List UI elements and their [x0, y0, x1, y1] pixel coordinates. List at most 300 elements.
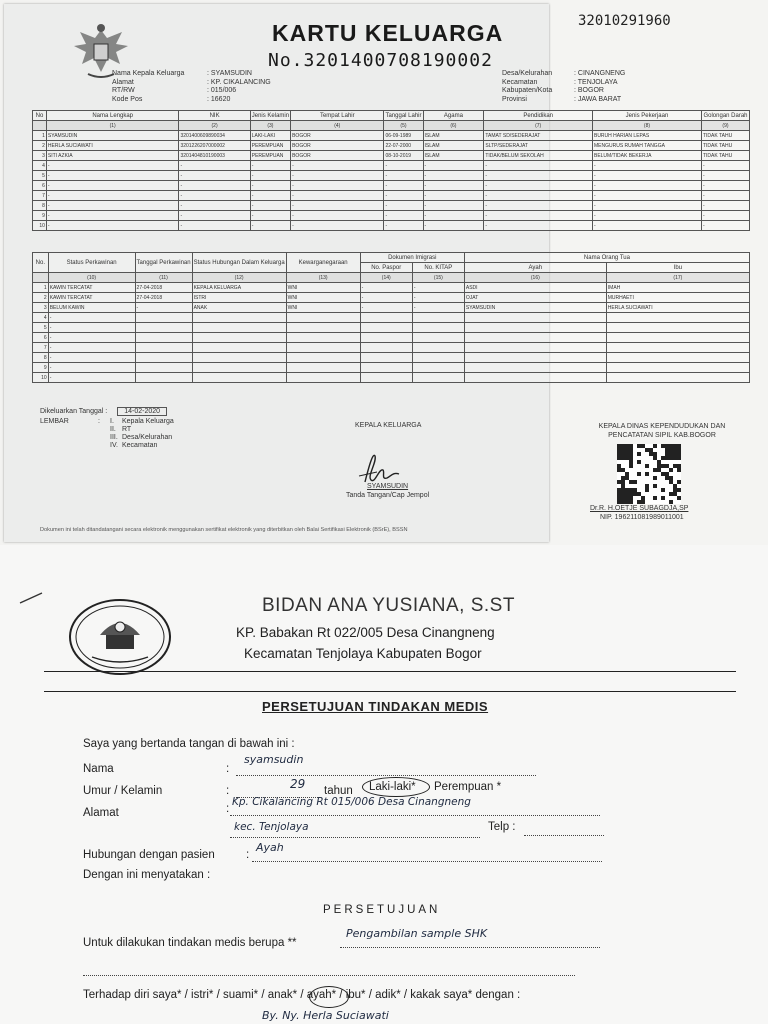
table-cell: 8	[33, 353, 49, 363]
phone-label: Telp :	[488, 821, 516, 833]
table-cell: 4	[33, 313, 49, 323]
table-cell: 10	[33, 221, 47, 231]
table-cell: -	[46, 191, 179, 201]
table-cell: IMAH	[606, 283, 749, 293]
col-header: Jenis Kelamin	[251, 112, 290, 119]
table-cell: -	[179, 191, 250, 201]
table-row	[33, 343, 750, 353]
lembar-label: LEMBAR	[40, 418, 69, 425]
table-cell: -	[592, 181, 701, 191]
header-label: Kode Pos	[112, 95, 143, 103]
table-cell: SYAMSUDIN	[464, 303, 606, 313]
midwife-association-logo-icon	[66, 597, 174, 677]
table-cell: 9	[33, 363, 49, 373]
table-cell: ISLAM	[423, 131, 484, 141]
table-cell	[464, 333, 606, 343]
table-cell	[286, 343, 360, 353]
table-cell: -	[592, 201, 701, 211]
relationship-label: Hubungan dengan pasien	[83, 849, 215, 861]
form-intro: Saya yang bertanda tangan di bawah ini :	[83, 738, 295, 750]
table-cell: -	[179, 161, 250, 171]
table-row	[33, 161, 750, 171]
table-cell	[192, 323, 286, 333]
table-cell: WNI	[286, 293, 360, 303]
table-cell	[192, 353, 286, 363]
table-cell: -	[701, 211, 749, 221]
col-number: (11)	[135, 273, 192, 283]
table-cell	[286, 373, 360, 383]
procedure-field-line	[340, 947, 600, 948]
table-cell: ISLAM	[423, 151, 484, 161]
name-colon: :	[226, 763, 230, 775]
col-header: No.	[33, 253, 49, 273]
consent-heading: PERSETUJUAN	[323, 904, 441, 916]
table-row	[33, 131, 750, 141]
sheet-distribution	[40, 418, 174, 450]
table-cell: -	[250, 201, 290, 211]
table-cell: -	[592, 221, 701, 231]
header-rule-2	[44, 691, 736, 692]
table-row	[33, 141, 750, 151]
table-cell: 3201404810190003	[179, 151, 250, 161]
address-colon: :	[226, 803, 230, 815]
table-cell	[286, 363, 360, 373]
table-cell: WNI	[286, 283, 360, 293]
table-cell: OJAT	[464, 293, 606, 303]
col-number: (16)	[464, 273, 606, 283]
table-cell	[286, 353, 360, 363]
header-label: Desa/Kelurahan	[502, 70, 553, 77]
table-cell: -	[135, 303, 192, 313]
col-number: (1)	[46, 121, 179, 131]
table-cell: -	[360, 303, 412, 313]
table-cell	[135, 343, 192, 353]
name-field-line	[236, 775, 536, 776]
table-cell: 1	[33, 283, 49, 293]
table-row	[33, 313, 750, 323]
table-row	[33, 323, 750, 333]
table-cell	[464, 353, 606, 363]
col-header: Status Hubungan Dalam Keluarga	[192, 253, 286, 273]
table-cell: -	[423, 221, 484, 231]
table-cell: -	[48, 333, 135, 343]
table-cell: 3201226207000002	[179, 141, 250, 151]
table-cell: -	[423, 171, 484, 181]
table-cell	[412, 323, 464, 333]
table-cell	[606, 313, 749, 323]
header-value: : BOGOR	[574, 87, 604, 94]
issued-date: 14-02-2020	[117, 407, 167, 416]
header-label: Nama Kepala Keluarga	[112, 70, 185, 77]
clinic-name: BIDAN ANA YUSIANA, S.ST	[262, 595, 515, 616]
address-value-line2: kec. Tenjolaya	[234, 821, 309, 833]
table-cell	[412, 343, 464, 353]
table-cell: TIDAK TAHU	[701, 141, 749, 151]
lembar-item: RT	[122, 426, 132, 433]
table-cell: ASDI	[464, 283, 606, 293]
table-cell: -	[701, 181, 749, 191]
table-cell: -	[250, 161, 290, 171]
table-cell: SLTP/SEDERAJAT	[484, 141, 593, 151]
gender-female-option: Perempuan *	[434, 781, 502, 793]
table-cell: 2	[33, 293, 49, 303]
table-cell: PEREMPUAN	[250, 151, 290, 161]
medical-consent-document	[0, 545, 768, 1024]
table-cell	[360, 343, 412, 353]
table-cell: -	[592, 211, 701, 221]
table-cell: BOGOR	[291, 131, 384, 141]
table-cell: HERLA SUCIAWATI	[606, 303, 749, 313]
table-cell: SITI AZKIA	[46, 151, 179, 161]
table-cell	[412, 363, 464, 373]
signer-name: SYAMSUDIN	[367, 483, 409, 490]
corner-number: 32010291960	[578, 13, 671, 29]
table-cell: BELUM KAWIN	[48, 303, 135, 313]
lembar-num: I.	[110, 418, 114, 425]
table-cell	[606, 343, 749, 353]
table-cell	[360, 313, 412, 323]
lembar-num: IV.	[110, 442, 118, 449]
header-label: Provinsi	[502, 95, 527, 103]
table-cell	[286, 333, 360, 343]
issued-date-line	[40, 408, 167, 416]
table-cell: -	[423, 191, 484, 201]
table-cell	[192, 313, 286, 323]
table-cell: BOGOR	[291, 141, 384, 151]
form-title: PERSETUJUAN TINDAKAN MEDIS	[262, 699, 489, 714]
col-number: (3)	[250, 121, 290, 131]
pen-mark-icon	[18, 587, 48, 607]
table-row	[33, 221, 750, 231]
table-cell	[135, 363, 192, 373]
table-cell	[135, 353, 192, 363]
table-cell: -	[592, 161, 701, 171]
procedure-label: Untuk dilakukan tindakan medis berupa **	[83, 937, 297, 949]
table-cell: -	[484, 191, 593, 201]
table-cell	[606, 323, 749, 333]
card-title: KARTU KELUARGA	[272, 20, 504, 46]
table-cell	[135, 333, 192, 343]
table-cell: 3201400609890034	[179, 131, 250, 141]
procedure-value: Pengambilan sample SHK	[346, 927, 488, 940]
table-cell	[464, 363, 606, 373]
table-row	[33, 333, 750, 343]
clinic-address-line1: KP. Babakan Rt 022/005 Desa Cinangneng	[236, 625, 495, 640]
table-cell	[606, 353, 749, 363]
table-cell: -	[291, 161, 384, 171]
table-cell: ANAK	[192, 303, 286, 313]
col-number: (13)	[286, 273, 360, 283]
table-cell: 9	[33, 211, 47, 221]
col-header: Dokumen Imigrasi	[360, 253, 464, 263]
table-cell	[412, 373, 464, 383]
table-cell	[192, 373, 286, 383]
table-cell: -	[48, 343, 135, 353]
header-right	[502, 70, 625, 104]
official-nip: NIP. 196211081989011001	[600, 514, 684, 521]
table-cell	[135, 313, 192, 323]
table-cell: 7	[33, 191, 47, 201]
table-cell: -	[701, 191, 749, 201]
table-cell: 3	[33, 151, 47, 161]
table-cell: TIDAK TAHU	[701, 151, 749, 161]
table-cell: -	[484, 181, 593, 191]
table-cell: ISLAM	[423, 141, 484, 151]
col-header: Kewarganegaraan	[286, 253, 360, 273]
table-row	[33, 283, 750, 293]
table-cell: -	[250, 221, 290, 231]
col-subheader: Ibu	[606, 263, 749, 273]
relationship-field-line	[252, 861, 602, 862]
col-header: Golongan Darah	[703, 112, 748, 119]
table-cell: -	[250, 171, 290, 181]
header-value: : CINANGNENG	[574, 70, 626, 77]
col-number: (6)	[423, 121, 484, 131]
table-cell: -	[484, 171, 593, 181]
table-cell: -	[179, 181, 250, 191]
issued-label: Dikeluarkan Tanggal :	[40, 408, 108, 415]
table-cell: TIDAK/BELUM SEKOLAH	[484, 151, 593, 161]
patient-relation-line: Terhadap diri saya* / istri* / suami* / anak* / ayah* / ibu* / adik* / kakak saya* dengan :	[83, 989, 521, 1001]
table-row	[33, 151, 750, 161]
col-header: NIK	[179, 111, 250, 121]
table-cell: -	[592, 191, 701, 201]
agency-head-title	[572, 422, 752, 440]
phone-field-line	[524, 835, 604, 836]
table-cell: -	[48, 313, 135, 323]
table-cell: 27-04-2018	[135, 283, 192, 293]
lembar-num: II.	[110, 426, 116, 433]
table-cell: -	[48, 373, 135, 383]
col-number: (10)	[48, 273, 135, 283]
table-cell	[360, 373, 412, 383]
head-of-family-label: KEPALA KELUARGA	[355, 422, 422, 429]
table-cell: -	[484, 211, 593, 221]
table-cell: -	[384, 221, 423, 231]
table-row	[33, 191, 750, 201]
table-cell	[360, 353, 412, 363]
col-number: (9)	[701, 121, 749, 131]
table-cell: -	[701, 221, 749, 231]
col-number: (12)	[192, 273, 286, 283]
electronic-signature-note: Dokumen ini telah ditandatangani secara elektronik menggunakan sertifikat elektronik yang diterbitkan oleh Balai Sertifikasi Elektronik (BSrE), BSSN	[40, 527, 408, 533]
table-cell: -	[291, 201, 384, 211]
table-cell: 8	[33, 201, 47, 211]
years-label: tahun	[324, 785, 353, 797]
table-cell: -	[179, 201, 250, 211]
table-cell: -	[291, 171, 384, 181]
lembar-colon: :	[98, 418, 100, 425]
table-cell: HERLA SUCIAWATI	[46, 141, 179, 151]
col-header: Jenis Pekerjaan	[592, 111, 701, 121]
table-cell: WNI	[286, 303, 360, 313]
col-header: Tanggal Lahir	[385, 112, 422, 119]
table-cell	[464, 313, 606, 323]
table-cell: MENGURUS RUMAH TANGGA	[592, 141, 701, 151]
table-cell: 2	[33, 141, 47, 151]
table-cell	[464, 373, 606, 383]
col-number: (15)	[412, 273, 464, 283]
header-value: : 015/006	[207, 87, 237, 94]
table-cell: 27-04-2018	[135, 293, 192, 303]
table-cell: -	[48, 363, 135, 373]
table-cell: -	[46, 211, 179, 221]
col-number: (4)	[291, 121, 384, 131]
name-value: syamsudin	[244, 753, 304, 766]
col-header: Nama Lengkap	[46, 111, 179, 121]
table-cell: -	[384, 201, 423, 211]
col-header: Status Perkawinan	[48, 253, 135, 273]
agency-line1: KEPALA DINAS KEPENDUDUKAN DAN	[598, 423, 726, 430]
lembar-item: Desa/Kelurahan	[122, 434, 173, 441]
table-row	[33, 353, 750, 363]
table-cell: KAWIN TERCATAT	[48, 283, 135, 293]
age-gender-label: Umur / Kelamin	[83, 785, 163, 797]
col-subheader: No. Paspor	[360, 263, 412, 273]
table-cell: -	[48, 353, 135, 363]
table-cell: BURUH HARIAN LEPAS	[592, 131, 701, 141]
header-value: : JAWA BARAT	[574, 95, 622, 103]
table-cell: 7	[33, 343, 49, 353]
table-cell: -	[423, 211, 484, 221]
table-cell: -	[291, 191, 384, 201]
col-subheader: Ayah	[464, 263, 606, 273]
header-value: : TENJOLAYA	[574, 78, 618, 86]
age-colon: :	[226, 785, 230, 797]
table-cell: BOGOR	[291, 151, 384, 161]
header-left	[112, 70, 271, 104]
col-number: (8)	[592, 121, 701, 131]
col-header: Agama	[423, 111, 484, 121]
table-cell: 5	[33, 323, 49, 333]
table-cell: -	[592, 171, 701, 181]
table-cell	[412, 313, 464, 323]
header-value: : KP. CIKALANCING	[207, 78, 271, 86]
table-cell: -	[701, 171, 749, 181]
header-label: Kabupaten/Kota	[502, 87, 553, 94]
table-cell: -	[701, 201, 749, 211]
table-cell: -	[291, 181, 384, 191]
table-row	[33, 363, 750, 373]
col-subheader: No. KITAP	[412, 263, 464, 273]
table-cell: -	[484, 221, 593, 231]
relationship-colon: :	[246, 849, 250, 861]
table-cell: -	[179, 171, 250, 181]
table-cell: -	[46, 161, 179, 171]
header-label: Kecamatan	[502, 78, 538, 86]
table-cell: -	[384, 181, 423, 191]
procedure-field-line-2	[83, 975, 575, 976]
table-cell: PEREMPUAN	[250, 141, 290, 151]
table-cell: -	[423, 181, 484, 191]
agency-line2: PENCATATAN SIPIL KAB.BOGOR	[608, 432, 716, 439]
table-cell	[360, 333, 412, 343]
table-cell: 4	[33, 161, 47, 171]
table-cell: 1	[33, 131, 47, 141]
clinic-address-line2: Kecamatan Tenjolaya Kabupaten Bogor	[244, 646, 482, 661]
col-header: No	[33, 111, 47, 121]
lembar-num: III.	[110, 434, 118, 441]
table-cell: 5	[33, 171, 47, 181]
lembar-item: Kepala Keluarga	[122, 418, 174, 425]
table-cell: LAKI-LAKI	[250, 131, 290, 141]
statement-label: Dengan ini menyatakan :	[83, 869, 211, 881]
table-cell	[192, 363, 286, 373]
table-cell	[360, 363, 412, 373]
patient-name-value: By. Ny. Herla Suciawati	[262, 1009, 389, 1022]
header-rule	[44, 671, 736, 672]
table-cell: -	[384, 161, 423, 171]
table-cell	[606, 363, 749, 373]
table-cell: -	[423, 161, 484, 171]
table-cell: TAMAT SD/SEDERAJAT	[484, 131, 593, 141]
table-cell: -	[250, 211, 290, 221]
col-number	[33, 121, 47, 131]
table-cell: -	[484, 201, 593, 211]
family-members-table	[32, 110, 750, 231]
table-cell: 3	[33, 303, 49, 313]
table-cell: -	[412, 283, 464, 293]
table-cell: -	[291, 221, 384, 231]
table-row	[33, 181, 750, 191]
table-cell: -	[46, 221, 179, 231]
table-cell: -	[423, 201, 484, 211]
col-number: (5)	[384, 121, 423, 131]
sign-caption: Tanda Tangan/Cap Jempol	[346, 492, 430, 499]
table-cell: -	[46, 201, 179, 211]
table-cell: 06-09-1989	[384, 131, 423, 141]
col-header: Nama Orang Tua	[464, 253, 749, 263]
col-number: (14)	[360, 273, 412, 283]
table-cell	[606, 373, 749, 383]
table-cell	[135, 323, 192, 333]
table-cell	[192, 333, 286, 343]
address-field-line-2	[230, 837, 480, 838]
relation-selection-circle	[309, 986, 349, 1008]
table-cell	[606, 333, 749, 343]
table-row	[33, 211, 750, 221]
header-label: Alamat	[112, 78, 134, 86]
table-row	[33, 303, 750, 313]
table-cell: TIDAK TAHU	[701, 131, 749, 141]
official-name: Dr.R. H.OETJE SUBAGDJA,SP	[590, 505, 689, 512]
col-number	[33, 273, 49, 283]
table-cell: BELUM/TIDAK BEKERJA	[592, 151, 701, 161]
qr-code-icon	[617, 444, 681, 504]
table-cell: 08-10-2019	[384, 151, 423, 161]
table-cell	[286, 323, 360, 333]
table-row	[33, 171, 750, 181]
col-header: Tanggal Perkawinan	[135, 253, 192, 273]
table-cell	[286, 313, 360, 323]
table-cell	[464, 323, 606, 333]
table-row	[33, 293, 750, 303]
table-cell: -	[412, 293, 464, 303]
table-cell: -	[360, 293, 412, 303]
table-cell: -	[179, 221, 250, 231]
name-label: Nama	[83, 763, 114, 775]
table-cell: -	[384, 171, 423, 181]
table-cell: -	[250, 181, 290, 191]
table-cell	[412, 333, 464, 343]
col-number: (17)	[606, 273, 749, 283]
table-cell	[135, 373, 192, 383]
table-cell: KEPALA KELUARGA	[192, 283, 286, 293]
table-cell: -	[46, 181, 179, 191]
col-number: (7)	[484, 121, 593, 131]
table-cell: -	[360, 283, 412, 293]
table-cell	[192, 343, 286, 353]
